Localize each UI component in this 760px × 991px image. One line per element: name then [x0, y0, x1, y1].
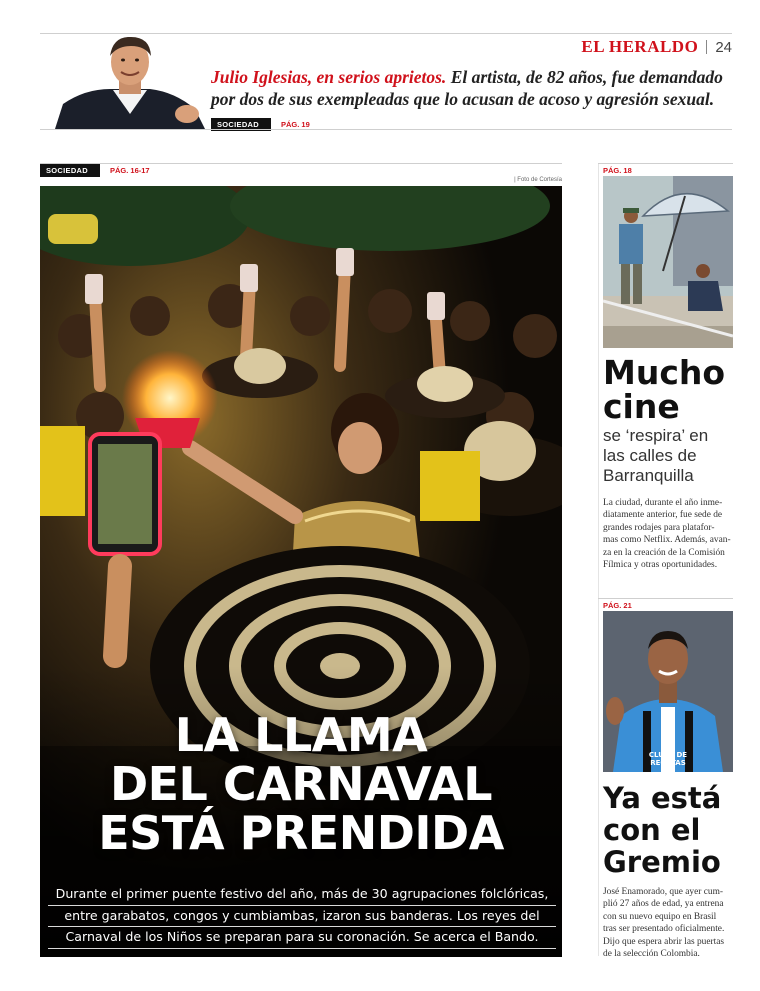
teaser-body: El artista, de 82 años, fue demandado por dos de sus exempleadas que lo acusan de acoso y agresión sexual. — [211, 67, 723, 109]
sidebar1-body-line: mas como Netflix. Además, avan- — [603, 535, 731, 546]
main-tag-row — [40, 164, 150, 177]
teaser-text[interactable] — [211, 66, 736, 110]
sidebar1-sub-line-2: las calles de — [603, 446, 697, 465]
sidebar1-body-line: grandes rodajes para platafor- — [603, 522, 715, 533]
jersey-text: CLUBE DE REGATAS — [648, 751, 688, 767]
masthead — [581, 37, 732, 57]
sidebar1-body-line: La ciudad, durante el año inme- — [603, 498, 723, 508]
sidebar2-headline-line-2: con el — [603, 813, 701, 847]
deck-line-3: Carnaval de los Niños se preparan para su coronación. Se acerca el Bando. — [48, 927, 556, 949]
sidebar2-body-line: de la selección Colombia. — [603, 949, 700, 960]
sidebar1-sub-line-3: Barranquilla — [603, 466, 694, 485]
sidebar1-page-ref[interactable]: PÁG. 18 — [603, 166, 632, 175]
sidebar2-headline-line-1: Ya está — [603, 781, 722, 815]
page-number: 24 — [715, 38, 732, 56]
main-section-tag[interactable]: SOCIEDAD — [40, 164, 100, 177]
sidebar1-body-line: za en la creación de la Comisión — [603, 547, 725, 558]
column-divider — [598, 164, 599, 956]
sidebar1-subhead — [603, 426, 733, 486]
sidebar1-photo[interactable] — [603, 176, 733, 348]
sidebar2-body — [603, 886, 733, 960]
sidebar2-body-line: plió 27 años de edad, ya entrena — [603, 899, 724, 910]
teaser-headline: Julio Iglesias, en serios aprietos. — [211, 67, 447, 87]
sidebar1-headline-line-2: cine — [603, 387, 680, 426]
headline-line-2: DEL CARNAVAL — [109, 757, 493, 811]
sidebar2-photo[interactable] — [603, 611, 733, 772]
sidebar1-headline-line-1: Mucho — [603, 353, 726, 392]
sidebar-rule-1 — [598, 163, 733, 164]
sidebar2-body-line: con su nuevo equipo en Brasil — [603, 911, 717, 922]
sidebar2-body-line: Dijo que espera abrir las puertas — [603, 936, 725, 947]
headline-line-1: LA LLAMA — [174, 708, 428, 762]
teaser-bottom-rule — [40, 129, 732, 130]
teaser-section-tag[interactable]: SOCIEDAD — [211, 118, 271, 131]
sidebar2-body-line: José Enamorado, que ayer cum- — [603, 887, 724, 897]
deck-line-1: Durante el primer puente festivo del año, más de 30 agrupaciones folclóricas, — [48, 884, 556, 906]
brand-name[interactable]: EL HERALDO — [581, 37, 699, 56]
sidebar2-headline-line-3: Gremio — [603, 845, 721, 879]
main-headline[interactable] — [40, 708, 562, 860]
deck-line-2: entre garabatos, congos y cumbiambas, izaron sus banderas. Los reyes del — [48, 906, 556, 928]
sidebar2-headline[interactable] — [603, 782, 721, 878]
teaser-page-ref[interactable]: PÁG. 19 — [281, 120, 310, 129]
sidebar2-body-line: tras ser presentado oficialmente. — [603, 924, 725, 935]
sidebar-rule-2 — [598, 598, 733, 599]
sidebar2-page-ref[interactable]: PÁG. 21 — [603, 601, 632, 610]
headline-line-3: ESTÁ PRENDIDA — [98, 806, 504, 860]
main-deck — [48, 884, 556, 949]
sidebar1-sub-line-1: se ‘respira’ en — [603, 426, 709, 445]
sidebar1-body-line: diatamente anterior, fue sede de — [603, 510, 723, 521]
teaser-portrait-photo[interactable] — [55, 34, 205, 129]
main-page-ref[interactable]: PÁG. 16-17 — [110, 166, 150, 175]
sidebar1-body-line: Fílmica y otras oportunidades. — [603, 560, 718, 571]
sidebar1-body — [603, 497, 733, 571]
photo-credit: | Foto de Cortesía — [514, 177, 562, 183]
masthead-divider — [706, 40, 707, 54]
sidebar1-headline[interactable] — [603, 353, 726, 426]
hero-photo[interactable] — [40, 186, 562, 957]
